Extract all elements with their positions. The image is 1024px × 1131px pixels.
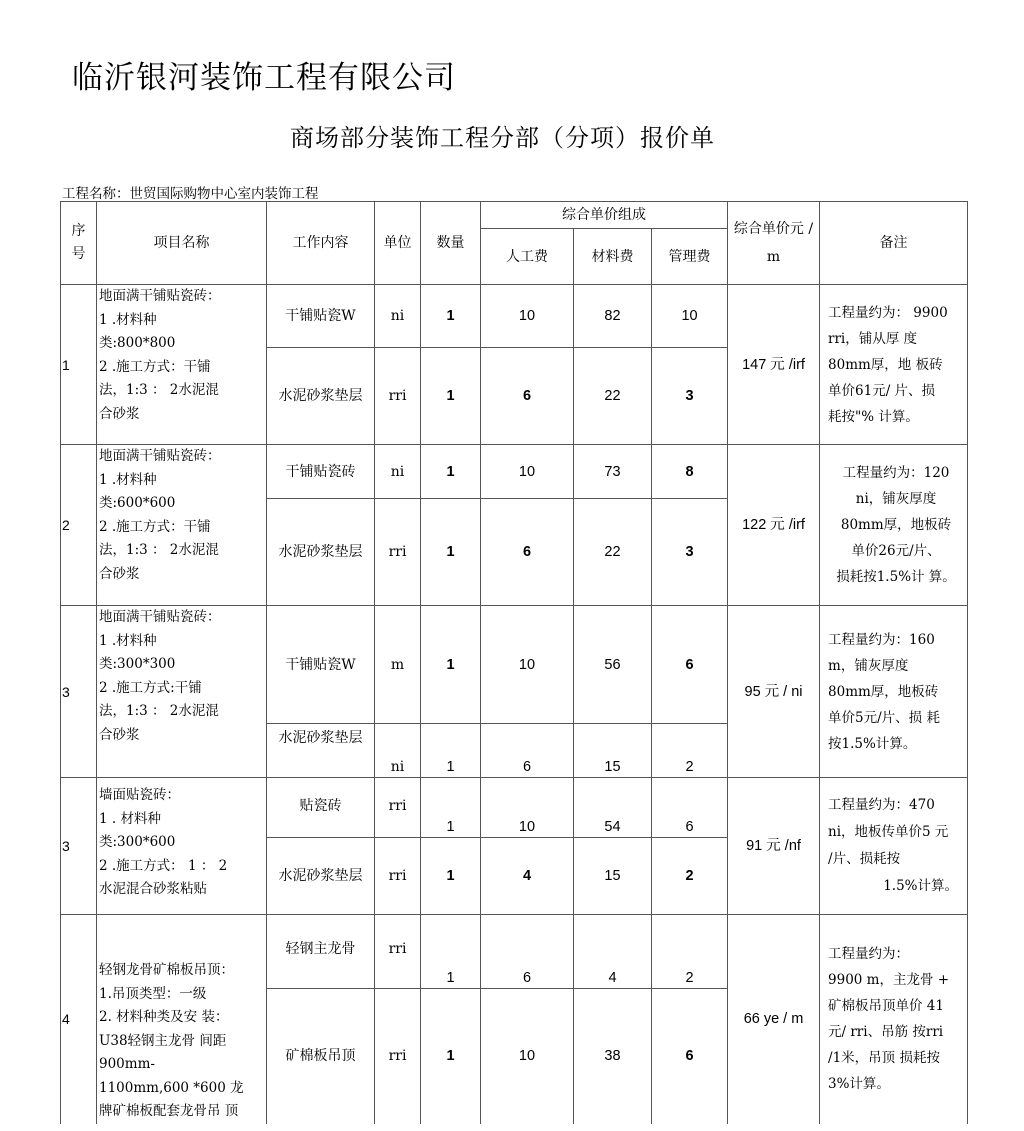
- row-seq: 1: [61, 285, 97, 445]
- work-content: 水泥砂浆垫层: [267, 838, 375, 915]
- header-unit: 单位: [375, 202, 421, 285]
- item-name: 地面满干铺贴瓷砖： 1 .材料种 类:300*300 2 .施工方式:干铺 法，1:3 ： 2水泥混 合砂浆: [97, 606, 267, 778]
- header-qty: 数量: [421, 202, 481, 285]
- mgmt-cost: 3: [652, 348, 728, 445]
- table-row: [61, 606, 968, 724]
- header-seq: 序号: [61, 202, 97, 285]
- unit-price: 95 元 / ni: [728, 606, 820, 778]
- remark: 工程量约为：160 m，铺灰厚度 80mm厚，地板砖 单价5元/片、损 耗 按1.5%计算。: [820, 606, 968, 778]
- work-content: 水泥砂浆垫层: [267, 724, 375, 778]
- labor-cost: 6: [481, 724, 574, 778]
- unit: rri: [375, 989, 421, 1124]
- work-content: 轻钢主龙骨: [267, 915, 375, 989]
- material-cost: 82: [574, 285, 652, 348]
- item-name: 墙面贴瓷砖： 1 . 材料种 类:300*600 2 .施工方式： 1 ： 2 水泥混合砂浆粘贴: [97, 778, 267, 915]
- item-name: 地面满干铺贴瓷砖： 1 .材料种 类:800*800 2 .施工方式：干铺 法，1:3 ： 2水泥混 合砂浆: [97, 285, 267, 445]
- mgmt-cost: 2: [652, 838, 728, 915]
- material-cost: 15: [574, 838, 652, 915]
- table-row: [61, 445, 968, 499]
- unit-price: 91 元 /nf: [728, 778, 820, 915]
- labor-cost: 6: [481, 915, 574, 989]
- mgmt-cost: 2: [652, 915, 728, 989]
- company-name: 临沂银河装饰工程有限公司: [72, 60, 456, 96]
- unit: ni: [375, 285, 421, 348]
- material-cost: 4: [574, 915, 652, 989]
- mgmt-cost: 3: [652, 499, 728, 606]
- labor-cost: 4: [481, 838, 574, 915]
- quantity: 1: [421, 285, 481, 348]
- mgmt-cost: 2: [652, 724, 728, 778]
- unit: ni: [375, 724, 421, 778]
- row-seq: 2: [61, 445, 97, 606]
- mgmt-cost: 6: [652, 989, 728, 1124]
- material-cost: 22: [574, 348, 652, 445]
- quantity: 1: [421, 606, 481, 724]
- unit: rri: [375, 915, 421, 989]
- material-cost: 15: [574, 724, 652, 778]
- item-name: 地面满干铺贴瓷砖： 1 .材料种 类:600*600 2 .施工方式：干铺 法，1:3 ： 2水泥混 合砂浆: [97, 445, 267, 606]
- work-content: 干铺贴瓷砖: [267, 445, 375, 499]
- material-cost: 22: [574, 499, 652, 606]
- labor-cost: 10: [481, 606, 574, 724]
- header-composite: 综合单价组成: [481, 202, 728, 229]
- unit: rri: [375, 838, 421, 915]
- table-row: [61, 915, 968, 989]
- unit-price: 66 ye / m: [728, 915, 820, 1124]
- quantity: 1: [421, 838, 481, 915]
- unit: ni: [375, 445, 421, 499]
- header-mgmt: 管理费: [652, 229, 728, 285]
- mgmt-cost: 6: [652, 778, 728, 838]
- table-row: [61, 285, 968, 348]
- quotation-table: [60, 201, 968, 1124]
- quantity: 1: [421, 989, 481, 1124]
- work-content: 水泥砂浆垫层: [267, 348, 375, 445]
- quantity: 1: [421, 724, 481, 778]
- row-seq: 4: [61, 915, 97, 1124]
- header-material: 材料费: [574, 229, 652, 285]
- header-labor: 人工费: [481, 229, 574, 285]
- quantity: 1: [421, 348, 481, 445]
- material-cost: 38: [574, 989, 652, 1124]
- labor-cost: 10: [481, 778, 574, 838]
- row-seq: 3: [61, 606, 97, 778]
- labor-cost: 6: [481, 499, 574, 606]
- document-title: 商场部分装饰工程分部（分项）报价单: [290, 124, 715, 152]
- labor-cost: 10: [481, 989, 574, 1124]
- work-content: 贴瓷砖: [267, 778, 375, 838]
- mgmt-cost: 6: [652, 606, 728, 724]
- unit: m: [375, 606, 421, 724]
- material-cost: 73: [574, 445, 652, 499]
- remark: 工程量约为： 9900 m，主龙骨 + 矿棉板吊顶单价 41 元/ rri、吊筋 按rri /1米，吊顶 损耗按 3%计算。: [820, 915, 968, 1124]
- material-cost: 56: [574, 606, 652, 724]
- material-cost: 54: [574, 778, 652, 838]
- work-content: 干铺贴瓷W: [267, 285, 375, 348]
- quantity: 1: [421, 778, 481, 838]
- unit: rri: [375, 778, 421, 838]
- header-work: 工作内容: [267, 202, 375, 285]
- work-content: 矿棉板吊顶: [267, 989, 375, 1124]
- row-seq: 3: [61, 778, 97, 915]
- header-name: 项目名称: [97, 202, 267, 285]
- unit-price: 147 元 /irf: [728, 285, 820, 445]
- header-unit-price: 综合单价元 / m: [728, 202, 820, 285]
- labor-cost: 10: [481, 445, 574, 499]
- labor-cost: 10: [481, 285, 574, 348]
- mgmt-cost: 10: [652, 285, 728, 348]
- unit-price: 122 元 /irf: [728, 445, 820, 606]
- unit: rri: [375, 348, 421, 445]
- table-row: [61, 778, 968, 838]
- mgmt-cost: 8: [652, 445, 728, 499]
- unit: rri: [375, 499, 421, 606]
- remark: 工程量约为：120 ni，铺灰厚度 80mm厚，地板砖 单价26元/片、 损耗按1.5%计 算。: [820, 445, 968, 606]
- remark: 工程量约为：470 ni，地板传单价5 元 /片、损耗按 1.5%计算。: [820, 778, 968, 915]
- quantity: 1: [421, 499, 481, 606]
- header-remark: 备注: [820, 202, 968, 285]
- project-name: 工程名称：世贸国际购物中心室内装饰工程: [62, 186, 319, 202]
- work-content: 干铺贴瓷W: [267, 606, 375, 724]
- quantity: 1: [421, 915, 481, 989]
- work-content: 水泥砂浆垫层: [267, 499, 375, 606]
- remark: 工程量约为： 9900 rri，铺从厚 度 80mm厚，地 板砖 单价61元/ 片、损 耗按"% 计算。: [820, 285, 968, 445]
- labor-cost: 6: [481, 348, 574, 445]
- quantity: 1: [421, 445, 481, 499]
- item-name: 轻钢龙骨矿棉板吊顶： 1.吊顶类型：一级 2. 材料种类及安 装： U38轻钢主龙骨 间距 900mm- 1100mm,600 *600 龙 牌矿棉板配套龙骨吊 顶: [97, 915, 267, 1124]
